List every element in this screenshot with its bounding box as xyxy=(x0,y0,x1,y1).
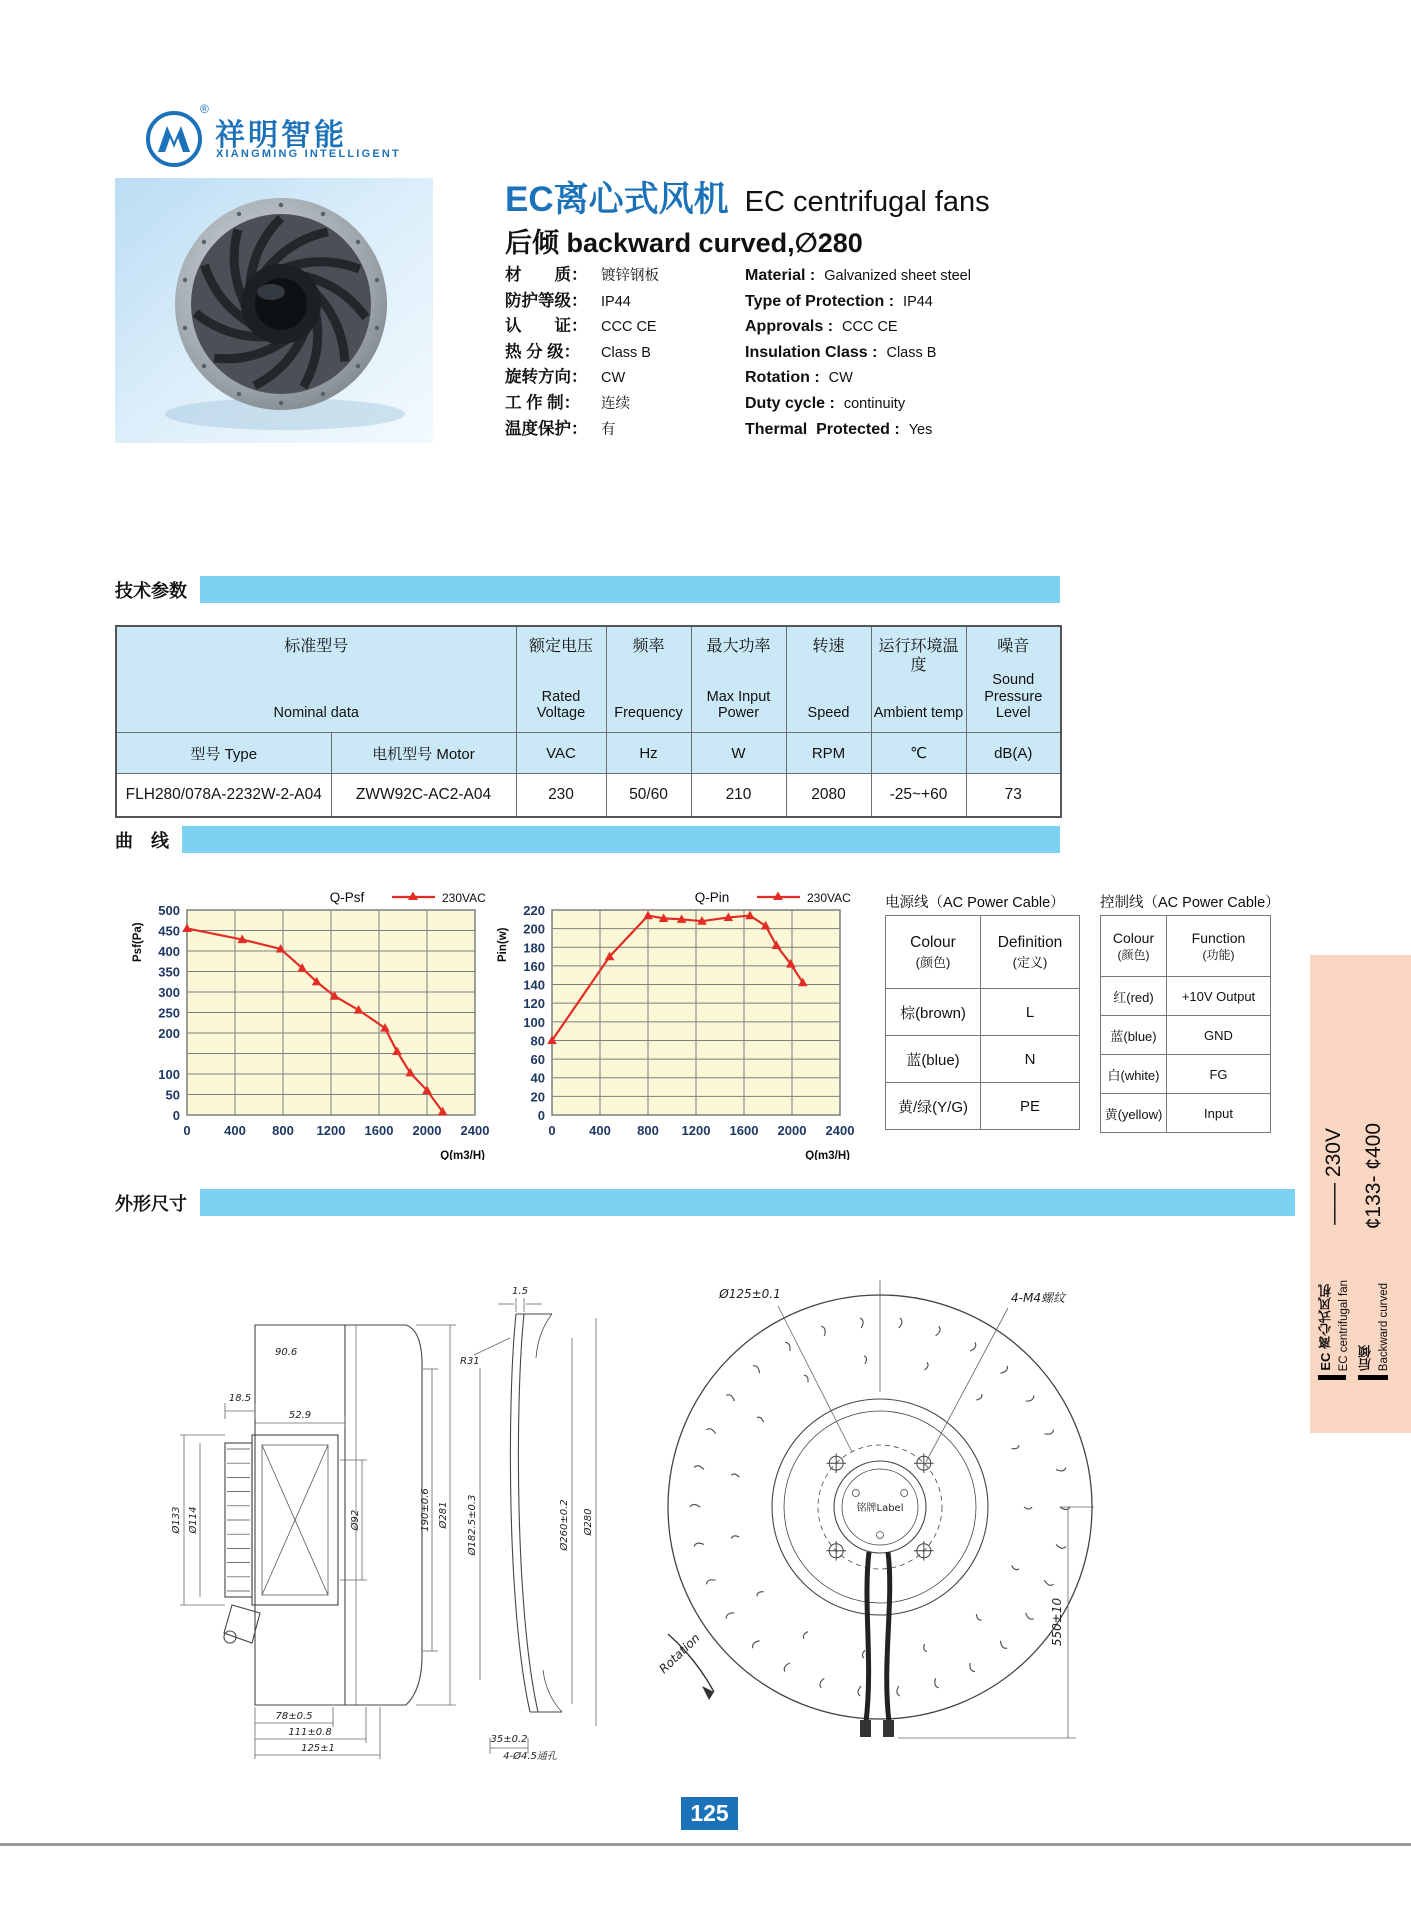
side-tab xyxy=(1310,955,1411,1433)
col-max-power xyxy=(691,626,786,733)
spec-label-en: Approvals : xyxy=(745,318,834,336)
table-header-row xyxy=(1101,916,1271,977)
footer-divider xyxy=(0,1843,1411,1846)
sidebar-size-range: ¢133- ¢400 xyxy=(1362,1123,1385,1230)
table-row xyxy=(1101,977,1271,1016)
section-dimensions xyxy=(115,1189,1295,1216)
cell-power: 210 xyxy=(691,774,786,818)
rotation-label: Rotation xyxy=(656,1630,703,1677)
col-header-en: Frequency xyxy=(614,705,683,722)
svg-text:Q(m3/H): Q(m3/H) xyxy=(805,1150,850,1160)
svg-text:400: 400 xyxy=(589,1123,611,1138)
cable xyxy=(866,1552,869,1722)
subtitle: 后倾 backward curved,∅280 xyxy=(505,228,863,258)
sidebar-divider xyxy=(1358,1375,1388,1380)
spec-value-cn: 镀锌钢板 xyxy=(601,268,659,284)
spec-label-en: Thermal Protected : xyxy=(745,420,900,438)
nameplate-label: 铭牌Label xyxy=(856,1503,904,1514)
dim-550: 550±10 xyxy=(1050,1597,1064,1647)
col-nominal-data xyxy=(116,626,516,733)
unit-vac: VAC xyxy=(516,733,606,774)
spec-label-cn: 热 分 级： xyxy=(505,342,581,361)
spec-row-duty xyxy=(505,389,1335,415)
dim-125: 125±1 xyxy=(301,1743,335,1754)
section-bar xyxy=(200,576,1060,603)
dim-d133: Ø133 xyxy=(171,1506,182,1534)
spec-value-cn: CCC CE xyxy=(601,319,657,336)
dim-18-5: 18.5 xyxy=(228,1393,252,1404)
svg-text:60: 60 xyxy=(530,1052,545,1068)
cable xyxy=(887,1552,890,1722)
spec-value-en: CW xyxy=(828,370,853,387)
sidebar-voltage: —— 230V xyxy=(1322,1128,1345,1225)
col-header-en: Ambient temp xyxy=(873,705,964,722)
title-en: EC centrifugal fans xyxy=(744,186,990,218)
unit-celsius: ℃ xyxy=(871,733,966,774)
table-header-row xyxy=(886,916,1080,989)
table-row xyxy=(1101,1055,1271,1094)
registered-mark: ® xyxy=(200,102,209,116)
dim-190: 190±0.6 xyxy=(420,1488,431,1532)
chart-q-pin xyxy=(480,888,880,1160)
svg-text:Psf(Pa): Psf(Pa) xyxy=(132,922,144,962)
table-data-row xyxy=(116,774,1061,818)
spec-value-en: CCC CE xyxy=(842,319,898,336)
svg-text:0: 0 xyxy=(548,1123,556,1138)
svg-text:450: 450 xyxy=(158,923,180,939)
dim-d182: Ø182.5±0.3 xyxy=(467,1494,478,1556)
drawing-front-view xyxy=(630,1262,1130,1762)
col-rated-voltage xyxy=(516,626,606,733)
section-bar xyxy=(182,826,1060,853)
unit-dba: dB(A) xyxy=(966,733,1061,774)
svg-text:400: 400 xyxy=(158,944,180,959)
control-cable-table xyxy=(1100,915,1271,1133)
svg-text:1600: 1600 xyxy=(364,1123,394,1138)
table-header-row-1 xyxy=(116,626,1061,733)
svg-text:100: 100 xyxy=(523,1014,545,1030)
drawing-ring-section xyxy=(450,1280,620,1762)
spec-row-insulation xyxy=(505,338,1335,364)
cell-colour: 蓝(blue) xyxy=(886,1036,981,1083)
svg-text:Q(m3/H): Q(m3/H) xyxy=(440,1150,485,1160)
dim-52-9: 52.9 xyxy=(288,1410,312,1421)
svg-text:800: 800 xyxy=(272,1123,294,1138)
ring-outline xyxy=(510,1314,562,1712)
svg-text:200: 200 xyxy=(158,1026,180,1041)
col-header-en: Nominal data xyxy=(273,705,359,722)
spec-label-cn: 温度保护： xyxy=(505,419,588,438)
brand-name-cn: 祥明智能 xyxy=(215,119,347,152)
control-cable-title: 控制线（AC Power Cable） xyxy=(1100,895,1280,911)
dim-m4: 4-M4螺纹 xyxy=(1011,1291,1065,1305)
cell-function: Input xyxy=(1167,1094,1271,1133)
cell-definition: PE xyxy=(981,1083,1080,1130)
col-header-cn: 标准型号 xyxy=(284,638,349,655)
dimension-lines xyxy=(474,1298,596,1754)
svg-text:160: 160 xyxy=(523,958,545,974)
subcol-type: 型号 Type xyxy=(116,733,331,774)
svg-text:2000: 2000 xyxy=(777,1123,807,1138)
dim-d280: Ø280 xyxy=(583,1508,594,1536)
dim-90-6: 90.6 xyxy=(275,1347,298,1358)
cell-colour: 黄/绿(Y/G) xyxy=(886,1083,981,1130)
spec-value-cn: IP44 xyxy=(601,293,631,310)
svg-text:0: 0 xyxy=(183,1123,191,1138)
cell-voltage: 230 xyxy=(516,774,606,818)
spec-list xyxy=(505,261,1335,440)
svg-text:500: 500 xyxy=(158,903,180,918)
spec-value-en: Galvanized sheet steel xyxy=(824,268,971,284)
svg-text:1600: 1600 xyxy=(729,1123,759,1138)
col-header-cn: 最大功率 xyxy=(706,638,771,655)
section-title: 曲 线 xyxy=(115,830,169,851)
section-title: 外形尺寸 xyxy=(115,1193,187,1214)
svg-text:Pin(w): Pin(w) xyxy=(497,927,509,962)
svg-text:200: 200 xyxy=(523,921,545,937)
sidebar-divider xyxy=(1318,1375,1346,1380)
chart-q-psf xyxy=(115,888,515,1160)
cell-motor: ZWW92C-AC2-A04 xyxy=(331,774,516,818)
spec-row-approvals xyxy=(505,312,1335,338)
svg-text:800: 800 xyxy=(637,1123,659,1138)
unit-hz: Hz xyxy=(606,733,691,774)
table-row xyxy=(886,1083,1080,1130)
col-header-en: Speed xyxy=(807,705,850,722)
svg-text:Q-Psf: Q-Psf xyxy=(329,890,365,905)
svg-text:180: 180 xyxy=(523,940,545,956)
power-cable-title: 电源线（AC Power Cable） xyxy=(885,895,1065,911)
col-header-cn: 噪音 xyxy=(997,638,1030,655)
dim-d125: Ø125±0.1 xyxy=(719,1287,781,1301)
col-function: Function (功能) xyxy=(1167,916,1271,977)
col-header-cn: 运行环境温度 xyxy=(878,638,959,675)
power-cable-table xyxy=(885,915,1080,1130)
spec-label-cn: 旋转方向： xyxy=(505,368,588,387)
cell-function: GND xyxy=(1167,1016,1271,1055)
svg-text:120: 120 xyxy=(523,996,545,1012)
dim-78: 78±0.5 xyxy=(275,1711,313,1722)
svg-text:230VAC: 230VAC xyxy=(442,891,486,905)
unit-w: W xyxy=(691,733,786,774)
svg-text:2000: 2000 xyxy=(412,1123,442,1138)
spec-label-en: Rotation : xyxy=(745,369,820,387)
cell-function: +10V Output xyxy=(1167,977,1271,1016)
spec-value-en: Class B xyxy=(886,344,937,361)
svg-text:80: 80 xyxy=(530,1033,545,1049)
subcol-motor: 电机型号 Motor xyxy=(331,733,516,774)
title-cn: EC离心式风机 xyxy=(505,180,729,219)
cell-speed: 2080 xyxy=(786,774,871,818)
spec-label-cn: 材 质： xyxy=(505,266,588,284)
svg-text:2400: 2400 xyxy=(460,1123,490,1138)
sidebar-product-en: EC centrifugal fan xyxy=(1338,1279,1350,1371)
svg-text:1200: 1200 xyxy=(681,1123,711,1138)
col-header-en: Rated Voltage xyxy=(536,688,586,722)
spec-value-cn: 有 xyxy=(601,421,616,438)
table-header-row-2 xyxy=(116,733,1061,774)
sidebar-type-en: Backward curved xyxy=(1378,1282,1390,1371)
spec-value-en: Yes xyxy=(908,421,933,438)
svg-text:400: 400 xyxy=(224,1123,246,1138)
col-definition: Definition (定义) xyxy=(981,916,1080,989)
table-row xyxy=(1101,1016,1271,1055)
svg-text:250: 250 xyxy=(158,1005,180,1021)
svg-text:0: 0 xyxy=(172,1108,180,1123)
dim-35: 35±0.2 xyxy=(490,1734,528,1745)
sidebar-type-group xyxy=(1356,1277,1390,1371)
cell-colour: 蓝(blue) xyxy=(1101,1016,1167,1055)
dim-d281: Ø281 xyxy=(438,1501,449,1529)
cell-function: FG xyxy=(1167,1055,1271,1094)
spec-label-en: Material : xyxy=(745,267,816,284)
sidebar-type-cn: 后倾 xyxy=(1358,1345,1373,1371)
spec-row-protection xyxy=(505,287,1335,313)
dim-d114: Ø114 xyxy=(188,1506,199,1534)
spec-label-cn: 认 证： xyxy=(505,317,588,336)
tech-params-table xyxy=(115,625,1062,818)
cell-definition: N xyxy=(981,1036,1080,1083)
brand-name-en: XIANGMING INTELLIGENT xyxy=(216,148,401,160)
col-speed xyxy=(786,626,871,733)
cell-type: FLH280/078A-2232W-2-A04 xyxy=(116,774,331,818)
spec-label-cn: 工 作 制： xyxy=(505,393,581,412)
col-frequency xyxy=(606,626,691,733)
spec-row-material xyxy=(505,261,1335,287)
svg-text:100: 100 xyxy=(158,1067,180,1082)
section-curves xyxy=(115,826,1060,853)
spec-label-cn: 防护等级： xyxy=(505,291,588,310)
dimension-lines xyxy=(898,1507,1094,1738)
svg-text:230VAC: 230VAC xyxy=(807,891,851,905)
table-row xyxy=(886,989,1080,1036)
svg-text:300: 300 xyxy=(158,985,180,1000)
col-header-cn: 额定电压 xyxy=(528,638,593,655)
spec-label-en: Insulation Class : xyxy=(745,343,878,361)
dim-r31: R31 xyxy=(460,1356,480,1367)
spec-value-en: IP44 xyxy=(903,293,933,310)
sidebar-product-cn: EC 离心式风机 xyxy=(1318,1284,1333,1371)
col-header-en: Sound Pressure Level xyxy=(984,671,1043,722)
sidebar-product-group xyxy=(1316,1277,1350,1371)
drawing-side-view xyxy=(170,1295,460,1765)
spec-value-cn: Class B xyxy=(601,344,651,361)
spec-value-en: continuity xyxy=(843,395,906,412)
housing-outline xyxy=(224,1325,422,1705)
unit-rpm: RPM xyxy=(786,733,871,774)
svg-text:350: 350 xyxy=(158,964,180,980)
section-tech-params xyxy=(115,576,1060,603)
spec-label-en: Duty cycle : xyxy=(745,394,835,412)
dim-d92: Ø92 xyxy=(350,1509,361,1531)
spec-label-en: Type of Protection : xyxy=(745,292,895,310)
cell-definition: L xyxy=(981,989,1080,1036)
spec-row-rotation xyxy=(505,363,1335,389)
cell-temp: -25~+60 xyxy=(871,774,966,818)
cell-colour: 棕(brown) xyxy=(886,989,981,1036)
svg-text:2400: 2400 xyxy=(825,1123,855,1138)
col-ambient-temp xyxy=(871,626,966,733)
svg-text:220: 220 xyxy=(523,903,545,918)
col-noise xyxy=(966,626,1061,733)
spec-value-cn: 连续 xyxy=(601,395,630,412)
section-title: 技术参数 xyxy=(115,580,187,601)
dim-1-5: 1.5 xyxy=(512,1286,528,1297)
cell-colour: 黄(yellow) xyxy=(1101,1094,1167,1133)
svg-text:140: 140 xyxy=(523,977,545,993)
dim-holes: 4-Ø4.5通孔 xyxy=(503,1751,557,1762)
dim-111: 111±0.8 xyxy=(288,1727,332,1738)
svg-text:20: 20 xyxy=(530,1089,545,1105)
col-colour: Colour (颜色) xyxy=(1101,916,1167,977)
cell-colour: 白(white) xyxy=(1101,1055,1167,1094)
svg-text:0: 0 xyxy=(537,1108,545,1123)
spec-value-cn: CW xyxy=(601,370,626,387)
spec-row-thermal xyxy=(505,415,1335,441)
svg-text:1200: 1200 xyxy=(316,1123,346,1138)
cell-noise: 73 xyxy=(966,774,1061,818)
cell-colour: 红(red) xyxy=(1101,977,1167,1016)
col-header-cn: 转速 xyxy=(812,638,845,655)
col-header-en: Max Input Power xyxy=(706,688,771,722)
page-title xyxy=(505,172,990,222)
svg-text:40: 40 xyxy=(530,1070,545,1086)
svg-text:50: 50 xyxy=(165,1087,180,1103)
table-row xyxy=(1101,1094,1271,1133)
cell-frequency: 50/60 xyxy=(606,774,691,818)
section-bar xyxy=(200,1189,1295,1216)
dim-d260: Ø260±0.2 xyxy=(559,1499,570,1551)
page-number: 125 xyxy=(681,1797,738,1830)
col-colour: Colour (颜色) xyxy=(886,916,981,989)
col-header-cn: 频率 xyxy=(632,638,665,655)
product-photo-fan xyxy=(115,178,433,443)
svg-text:Q-Pin: Q-Pin xyxy=(694,890,730,905)
brand-logo-icon xyxy=(143,108,205,170)
table-row xyxy=(886,1036,1080,1083)
